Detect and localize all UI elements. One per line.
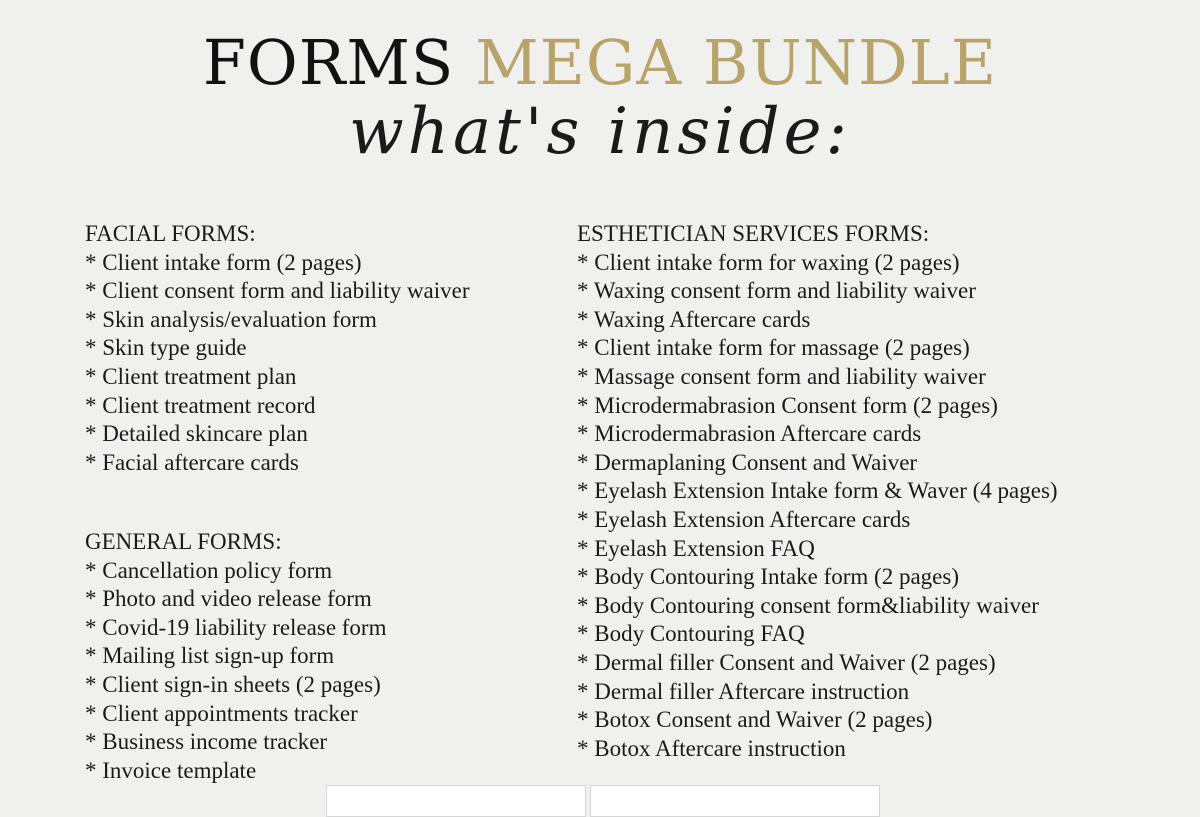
list-item: * Massage consent form and liability waiver [577, 363, 986, 389]
list-item: * Eyelash Extension Aftercare cards [577, 506, 911, 532]
form-preview-card [326, 785, 586, 817]
list-item: * Skin analysis/evaluation form [85, 306, 377, 332]
section-heading: GENERAL FORMS: [85, 529, 282, 554]
form-preview-card [590, 785, 880, 817]
esthetician-forms-list [577, 249, 1058, 764]
general-forms-section [85, 528, 386, 785]
page-subtitle: what's inside: [348, 95, 852, 169]
esthetician-forms-section [577, 220, 1058, 763]
list-item: * Waxing Aftercare cards [577, 306, 811, 332]
list-item: * Client intake form for waxing (2 pages) [577, 249, 960, 275]
list-item: * Client sign-in sheets (2 pages) [85, 671, 381, 697]
list-item: * Botox Consent and Waiver (2 pages) [577, 707, 933, 733]
list-item: * Body Contouring consent form&liability waiver [577, 592, 1039, 618]
list-item: * Client treatment record [85, 392, 316, 418]
list-item: * Microdermabrasion Consent form (2 pages) [577, 392, 998, 418]
list-item: * Detailed skincare plan [85, 421, 308, 447]
list-item: * Client appointments tracker [85, 700, 358, 726]
list-item: * Eyelash Extension Intake form & Waver (4 pages) [577, 478, 1058, 504]
list-item: * Dermal filler Consent and Waiver (2 pages) [577, 649, 996, 675]
list-item: * Botox Aftercare instruction [577, 735, 846, 761]
list-item: * Business income tracker [85, 729, 328, 755]
list-item: * Client intake form (2 pages) [85, 249, 362, 275]
list-item: * Cancellation policy form [85, 557, 333, 583]
list-item: * Body Contouring Intake form (2 pages) [577, 564, 959, 590]
page-title [0, 28, 1200, 98]
list-item: * Skin type guide [85, 335, 247, 361]
general-forms-list [85, 557, 386, 786]
facial-forms-list [85, 249, 470, 478]
list-item: * Client treatment plan [85, 363, 297, 389]
list-item: * Covid-19 liability release form [85, 614, 387, 640]
list-item: * Microdermabrasion Aftercare cards [577, 421, 922, 447]
list-item: * Body Contouring FAQ [577, 621, 805, 647]
list-item: * Waxing consent form and liability waiver [577, 278, 976, 304]
section-heading: FACIAL FORMS: [85, 221, 256, 246]
list-item: * Client consent form and liability waiver [85, 278, 470, 304]
list-item: * Eyelash Extension FAQ [577, 535, 815, 561]
list-item: * Facial aftercare cards [85, 449, 299, 475]
list-item: * Photo and video release form [85, 586, 372, 612]
section-heading: ESTHETICIAN SERVICES FORMS: [577, 221, 930, 246]
list-item: * Client intake form for massage (2 pages) [577, 335, 970, 361]
list-item: * Mailing list sign-up form [85, 643, 335, 669]
list-item: * Dermaplaning Consent and Waiver [577, 449, 918, 475]
list-item: * Invoice template [85, 757, 257, 783]
list-item: * Dermal filler Aftercare instruction [577, 678, 910, 704]
facial-forms-section [85, 220, 470, 477]
title-mega-bundle: MEGA BUNDLE [475, 26, 998, 99]
title-forms: FORMS [202, 26, 455, 99]
